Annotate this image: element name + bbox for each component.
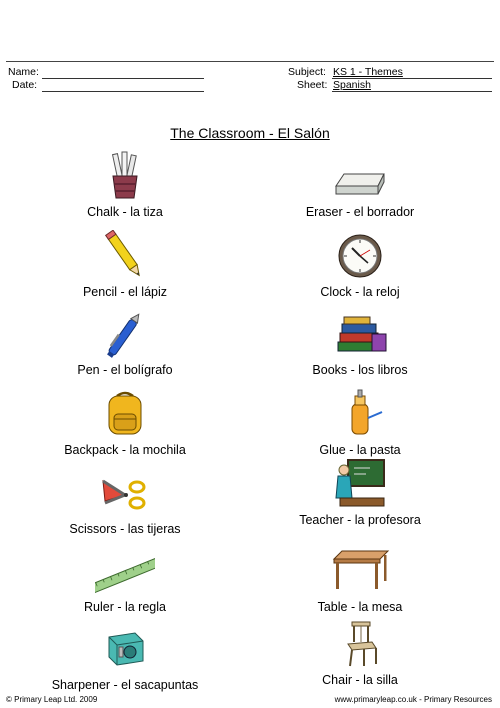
item-caption: Backpack - la mochila <box>64 443 186 457</box>
vocab-item-table <box>235 545 485 623</box>
chair-icon <box>330 618 390 670</box>
item-caption: Pencil - el lápiz <box>82 285 168 299</box>
vocab-item-sharpener <box>0 623 250 701</box>
item-caption: Pen - el bolígrafo <box>77 363 173 377</box>
item-caption: Clock - la reloj <box>320 285 400 299</box>
date-label: Date: <box>12 79 38 91</box>
sheet-label: Sheet: <box>297 79 328 91</box>
vocab-item-chalk <box>0 150 250 228</box>
chalk-icon <box>95 150 155 202</box>
item-caption: Scissors - las tijeras <box>69 522 181 536</box>
subject-value: KS 1 - Themes <box>333 66 403 78</box>
clock-icon <box>330 230 390 282</box>
footer-website: www.primaryleap.co.uk - Primary Resources <box>334 695 492 704</box>
vocab-item-eraser <box>235 150 485 228</box>
vocab-item-books <box>235 308 485 386</box>
item-caption: Ruler - la regla <box>84 600 166 614</box>
vocab-item-scissors <box>0 467 250 545</box>
vocab-item-teacher <box>235 458 485 536</box>
table-icon <box>330 545 390 597</box>
item-caption: Chair - la silla <box>322 673 398 687</box>
backpack-icon <box>95 388 155 440</box>
vocab-item-ruler <box>0 545 250 623</box>
vocab-item-pen <box>0 308 250 386</box>
subject-label: Subject: <box>288 66 326 78</box>
item-caption: Eraser - el borrador <box>305 205 415 219</box>
books-icon <box>330 308 390 360</box>
date-row <box>0 79 250 93</box>
name-label: Name: <box>8 66 39 78</box>
sheet-value: Spanish <box>333 79 371 91</box>
page-title: The Classroom - El Salón <box>170 125 330 141</box>
glue-icon <box>330 388 390 440</box>
vocab-item-pencil <box>0 230 250 308</box>
pencil-icon <box>95 230 155 282</box>
ruler-icon <box>95 545 155 597</box>
item-caption: Table - la mesa <box>317 600 403 614</box>
eraser-icon <box>330 150 390 202</box>
scissors-icon <box>95 467 155 519</box>
vocab-item-chair <box>235 618 485 696</box>
vocab-item-clock <box>235 230 485 308</box>
date-field[interactable] <box>42 79 204 92</box>
item-caption: Sharpener - el sacapuntas <box>51 678 199 692</box>
item-caption: Teacher - la profesora <box>299 513 421 527</box>
vocab-item-backpack <box>0 388 250 466</box>
sharpener-icon <box>95 623 155 675</box>
teacher-icon <box>330 458 390 510</box>
name-field[interactable] <box>42 66 204 79</box>
header-divider <box>6 61 494 62</box>
name-row <box>0 66 250 80</box>
sheet-row <box>250 79 495 93</box>
item-caption: Glue - la pasta <box>319 443 401 457</box>
pen-icon <box>95 308 155 360</box>
item-caption: Chalk - la tiza <box>87 205 163 219</box>
vocab-item-glue <box>235 388 485 466</box>
footer-copyright: © Primary Leap Ltd. 2009 <box>6 695 98 704</box>
item-caption: Books - los libros <box>312 363 408 377</box>
subject-row <box>250 66 495 80</box>
